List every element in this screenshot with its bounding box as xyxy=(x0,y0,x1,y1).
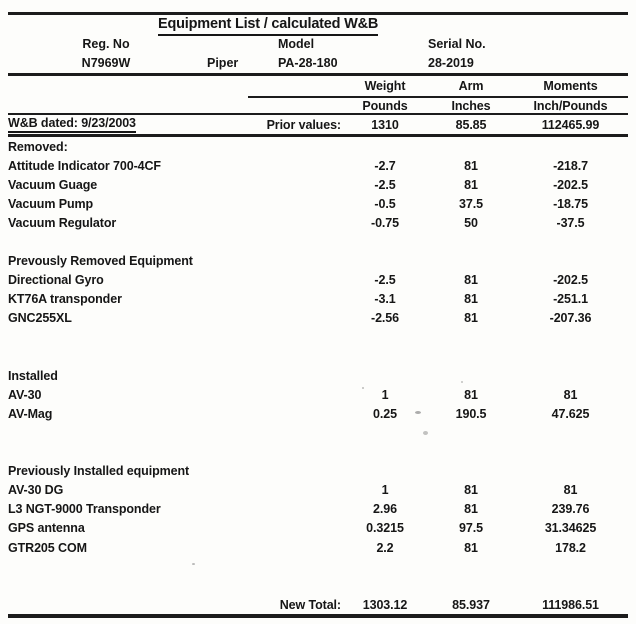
total-arm-value: 85.937 xyxy=(452,597,490,612)
moments-value: -18.75 xyxy=(553,196,588,211)
table-row xyxy=(0,194,628,213)
equipment-name: Vacuum Pump xyxy=(8,196,94,211)
table-row xyxy=(0,500,628,519)
weight-value: -0.5 xyxy=(374,196,396,211)
weight-value: 1 xyxy=(381,483,389,498)
prior-moments-value: 112465.99 xyxy=(541,117,600,132)
scan-artifact xyxy=(415,411,421,414)
total-moments-value: 111986.51 xyxy=(542,597,599,612)
table-row xyxy=(0,271,628,290)
blank-row xyxy=(0,443,628,462)
weight-column-title: Weight xyxy=(364,79,406,93)
weight-value: 1 xyxy=(381,387,389,402)
prior-values-label: Prior values: xyxy=(266,117,341,132)
blank-row xyxy=(0,557,628,576)
arm-value: 81 xyxy=(464,311,478,326)
equipment-name: Directional Gyro xyxy=(8,273,104,288)
section-header-row xyxy=(0,366,628,385)
table-row xyxy=(0,404,628,423)
equipment-name: Attitude Indicator 700-4CF xyxy=(8,158,161,173)
equipment-name: L3 NGT-9000 Transponder xyxy=(8,502,161,517)
prior-weight-value: 1310 xyxy=(371,117,399,132)
section-title: Prevously Removed Equipment xyxy=(8,254,193,269)
scan-artifact xyxy=(461,381,463,383)
moments-value: -207.36 xyxy=(549,311,592,326)
reg-no-label: Reg. No xyxy=(82,37,130,51)
moments-value: -37.5 xyxy=(556,215,585,230)
blank-row xyxy=(0,328,628,347)
serial-value: 28-2019 xyxy=(428,56,474,70)
bottom-border-rule xyxy=(8,614,628,618)
arm-value: 190.5 xyxy=(455,406,487,421)
moments-value: 81 xyxy=(563,387,578,402)
total-weight-value: 1303.12 xyxy=(362,597,408,612)
moments-unit-label: Inch/Pounds xyxy=(533,98,608,113)
moments-value: 239.76 xyxy=(551,502,590,517)
title-row xyxy=(0,15,636,35)
table-row xyxy=(0,481,628,500)
weight-value: -2.5 xyxy=(374,273,396,288)
scan-artifact xyxy=(362,387,364,389)
prior-arm-value: 85.85 xyxy=(455,117,487,132)
table-row xyxy=(0,290,628,309)
blank-row xyxy=(0,232,628,251)
weight-value: 2.96 xyxy=(373,502,397,517)
table-row xyxy=(0,309,628,328)
equipment-name: GNC255XL xyxy=(8,311,72,326)
arm-value: 81 xyxy=(464,387,478,402)
section-title: Previously Installed equipment xyxy=(8,464,190,479)
page-title: Equipment List / calculated W&B xyxy=(158,15,378,36)
wb-dated-label: W&B dated: 9/23/2003 xyxy=(8,116,136,133)
arm-value: 81 xyxy=(464,273,478,288)
weight-value: -0.75 xyxy=(371,215,399,230)
section-header-row xyxy=(0,137,628,156)
weight-value: -2.5 xyxy=(374,177,396,192)
arm-value: 97.5 xyxy=(459,521,483,536)
section-header-row xyxy=(0,462,628,481)
registration-value: N7969W xyxy=(81,56,131,70)
moments-value: -218.7 xyxy=(553,158,588,173)
moments-value: 47.625 xyxy=(551,406,590,421)
arm-unit-label: Inches xyxy=(451,98,491,113)
arm-value: 50 xyxy=(464,215,478,230)
serial-no-label: Serial No. xyxy=(428,37,486,51)
moments-column-title: Moments xyxy=(543,79,598,93)
weight-unit-label: Pounds xyxy=(362,98,408,113)
moments-value: 81 xyxy=(563,483,578,498)
blank-row xyxy=(0,347,628,366)
column-titles-row xyxy=(0,76,628,96)
equipment-name: AV-30 xyxy=(8,387,42,402)
section-header-row xyxy=(0,252,628,271)
weight-value: 0.25 xyxy=(373,406,397,421)
arm-value: 81 xyxy=(464,540,478,555)
weight-value: -2.7 xyxy=(374,158,396,173)
moments-value: -202.5 xyxy=(553,273,588,288)
blank-row xyxy=(0,576,628,595)
weight-value: 0.3215 xyxy=(366,521,404,536)
arm-value: 81 xyxy=(464,502,478,517)
equipment-name: AV-Mag xyxy=(8,406,53,421)
model-value: PA-28-180 xyxy=(278,56,338,70)
arm-column-title: Arm xyxy=(458,79,484,93)
column-units-row xyxy=(0,98,628,113)
equipment-table xyxy=(0,137,636,614)
table-row xyxy=(0,385,628,404)
section-title: Installed xyxy=(8,368,58,383)
equipment-name: GPS antenna xyxy=(8,521,85,536)
moments-value: 178.2 xyxy=(555,540,586,555)
table-row xyxy=(0,175,628,194)
equipment-name: AV-30 DG xyxy=(8,483,64,498)
arm-value: 81 xyxy=(464,483,478,498)
arm-value: 81 xyxy=(464,158,478,173)
make-value: Piper xyxy=(207,56,239,70)
section-title: Removed: xyxy=(8,139,68,154)
table-row xyxy=(0,213,628,232)
weight-value: 2.2 xyxy=(376,540,394,555)
equipment-name: GTR205 COM xyxy=(8,540,87,555)
new-total-label: New Total: xyxy=(279,597,341,612)
total-row xyxy=(0,595,628,614)
scan-artifact xyxy=(192,563,195,565)
arm-value: 37.5 xyxy=(459,196,483,211)
weight-value: -2.56 xyxy=(371,311,399,326)
arm-value: 81 xyxy=(464,292,478,307)
blank-row xyxy=(0,423,628,442)
moments-value: -202.5 xyxy=(553,177,588,192)
equipment-name: Vacuum Guage xyxy=(8,177,98,192)
model-label: Model xyxy=(278,37,315,51)
table-row xyxy=(0,538,628,557)
weight-value: -3.1 xyxy=(374,292,396,307)
moments-value: -251.1 xyxy=(553,292,588,307)
arm-value: 81 xyxy=(464,177,478,192)
table-row xyxy=(0,156,628,175)
moments-value: 31.34625 xyxy=(544,521,597,536)
prior-values-row xyxy=(0,115,628,134)
table-row xyxy=(0,519,628,538)
equipment-name: KT76A transponder xyxy=(8,292,122,307)
aircraft-values-row xyxy=(0,54,636,73)
scan-artifact xyxy=(423,431,428,435)
equipment-name: Vacuum Regulator xyxy=(8,215,117,230)
aircraft-labels-row xyxy=(0,35,636,54)
